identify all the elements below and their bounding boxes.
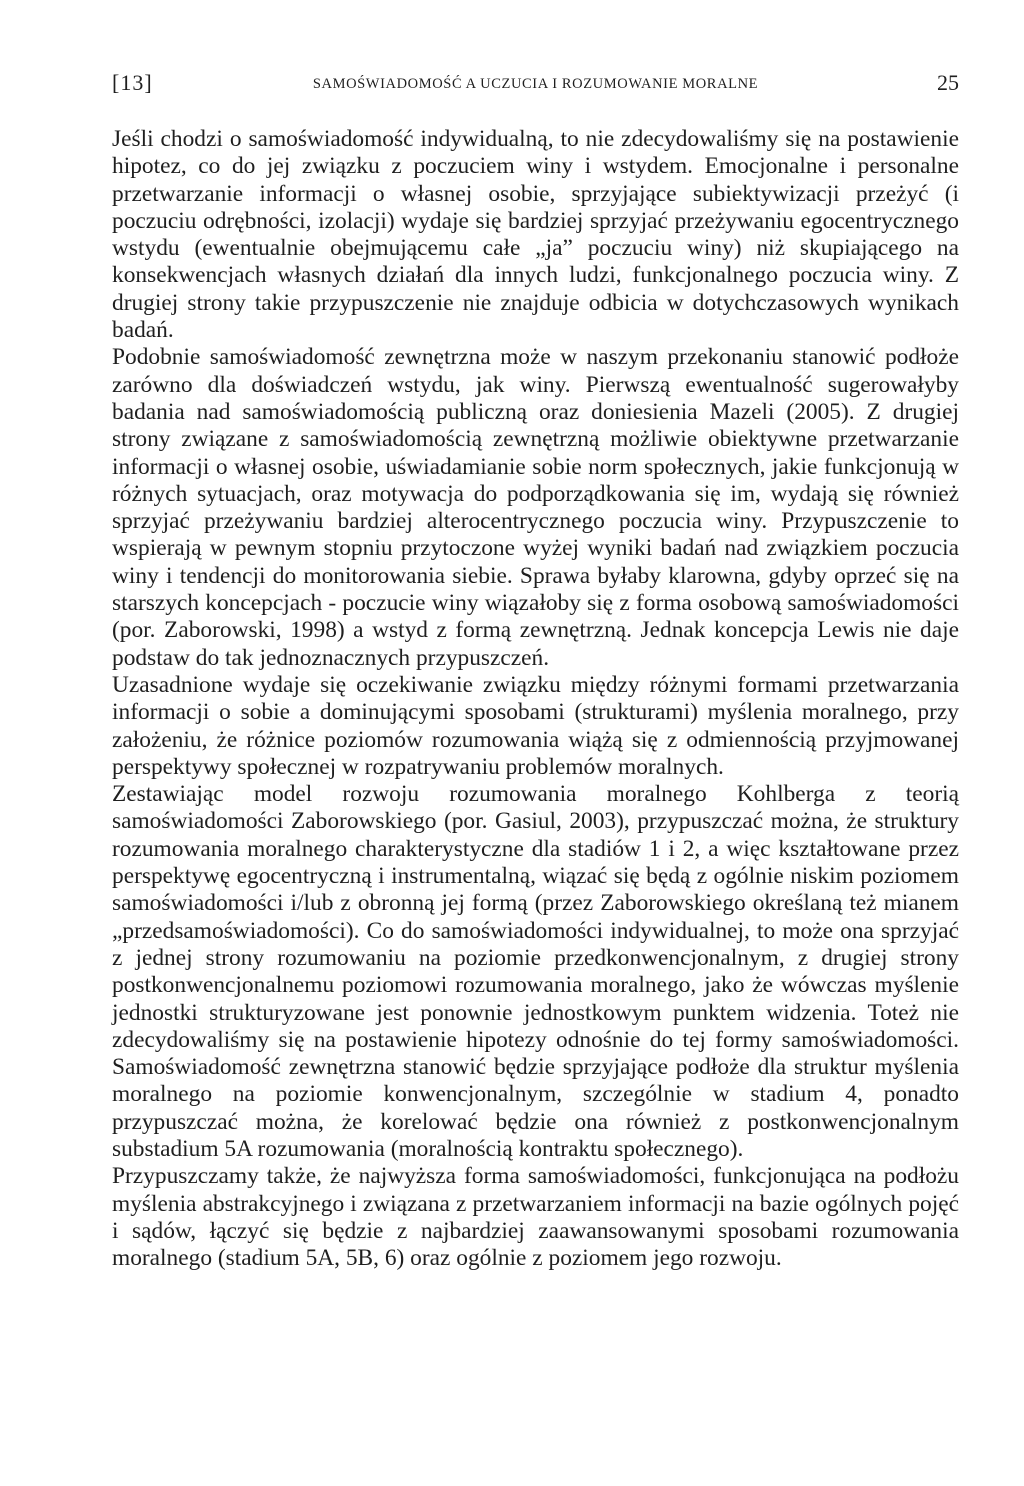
paragraph-1: Jeśli chodzi o samoświadomość indywidualną, to nie zdecydowaliśmy się na postawienie hipotez, co do jej związku z poczuciem winy i wstydem. Emocjonalne i personalne przetwarzanie informacji o własnej osobie, sprzyjające subiektywizacji przeżyć (i poczuciu odrębności, izolacji) wydaje się bardziej sprzyjać przeżywaniu egocentrycznego wstydu (ewentualnie obejmującemu całe „ja” poczuciu winy) niż skupiającego na konsekwencjach własnych działań dla innych ludzi, funkcjonalnego poczucia winy. Z drugiej strony takie przypuszczenie nie znajduje odbicia w dotychczasowych wynikach badań. [112,126,959,344]
paragraph-3: Uzasadnione wydaje się oczekiwanie związku między różnymi formami przetwarzania informacji o sobie a dominującymi sposobami (strukturami) myślenia moralnego, przy założeniu, że różnice poziomów rozumowania wiążą się z odmiennością przyjmowanej perspektywy społecznej w rozpatrywaniu problemów moralnych. [112,671,959,780]
paragraph-4: Zestawiając model rozwoju rozumowania moralnego Kohlberga z teorią samoświadomości Zaborowskiego (por. Gasiul, 2003), przypuszczać można, że struktury rozumowania moralnego charakterystyczne dla stadiów 1 i 2, a więc kształtowane przez perspektywę egocentryczną i instrumentalną, wiązać się będą z ogólnie niskim poziomem samoświadomości i/lub z obronną jej formą (przez Zaborowskiego określaną też mianem „przedsamoświadomości). Co do samoświadomości indywidualnej, to może ona sprzyjać z jednej strony rozumowaniu na poziomie przedkonwencjonalnym, z drugiej strony postkonwencjonalnemu poziomowi rozumowania moralnego, jako że wówczas myślenie jednostki strukturyzowane jest ponownie jednostkowym punktem widzenia. Toteż nie zdecydowaliśmy się na postawienie hipotezy odnośnie do tej formy samoświadomości. Samoświadomość zewnętrzna stanowić będzie sprzyjające podłoże dla struktur myślenia moralnego na poziomie konwencjonalnym, szczególnie w stadium 4, ponadto przypuszczać można, że korelować będzie ona również z postkonwencjonalnym substadium 5A rozumowania (moralnością kontraktu społecznego). [112,781,959,1162]
paragraph-5: Przypuszczamy także, że najwyższa forma samoświadomości, funkcjonująca na podłożu myślenia abstrakcyjnego i związana z przetwarzaniem informacji na bazie ogólnych pojęć i sądów, łączyć się będzie z najbardziej zaawansowanymi sposobami rozumowania moralnego (stadium 5A, 5B, 6) oraz ogólnie z poziomem jego rozwoju. [112,1163,959,1272]
running-header [112,70,959,102]
paragraph-2: Podobnie samoświadomość zewnętrzna może w naszym przekonaniu stanowić podłoże zarówno dla doświadczeń wstydu, jak winy. Pierwszą ewentualność sugerowałyby badania nad samoświadomością publiczną oraz doniesienia Mazeli (2005). Z drugiej strony związane z samoświadomością zewnętrzną możliwie obiektywne przetwarzanie informacji o własnej osobie, uświadamianie sobie norm społecznych, jakie funkcjonują w różnych sytuacjach, oraz motywacja do podporządkowania się im, wydają się również sprzyjać przeżywaniu bardziej alterocentrycznego poczucia winy. Przypuszczenie to wspierają w pewnym stopniu przytoczone wyżej wyniki badań nad związkiem poczucia winy i tendencji do monitorowania siebie. Sprawa byłaby klarowna, gdyby oprzeć się na starszych koncepcjach - poczucie winy wiązałoby się z forma osobową samoświadomości (por. Zaborowski, 1998) a wstyd z formą zewnętrzną. Jednak koncepcja Lewis nie daje podstaw do tak jednoznacznych przypuszczeń. [112,344,959,671]
page-number: 25 [937,70,959,95]
running-title: SAMOŚWIADOMOŚĆ A UCZUCIA I ROZUMOWANIE MORALNE [312,76,759,92]
body-text [112,126,959,1272]
chapter-number: [13] [112,70,153,95]
